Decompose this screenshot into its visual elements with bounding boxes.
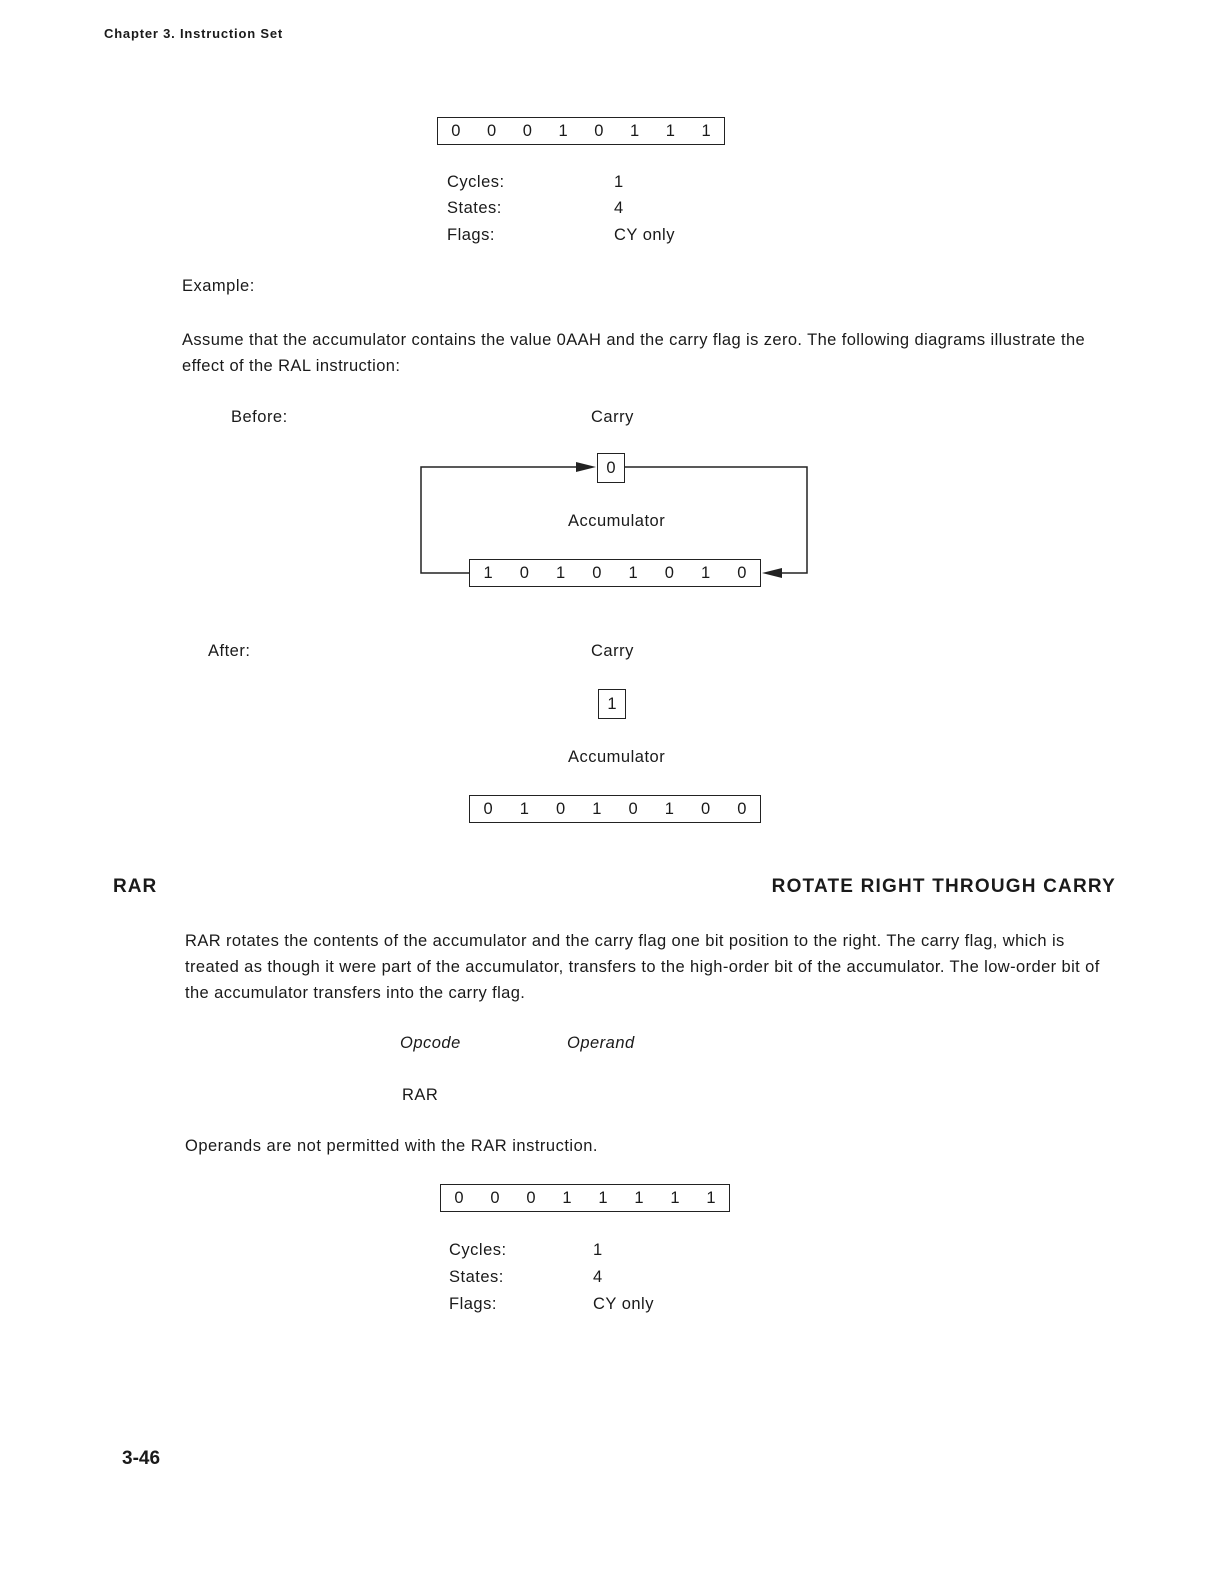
bit: 1 — [592, 799, 602, 818]
rar-operands-note: Operands are not permitted with the RAR instruction. — [185, 1137, 599, 1155]
rar-encoding-bits — [440, 1184, 730, 1212]
bit: 0 — [526, 1188, 536, 1207]
before-accumulator-label: Accumulator — [568, 512, 666, 530]
bit: 0 — [701, 799, 711, 818]
rar-title-heading: ROTATE RIGHT THROUGH CARRY — [771, 876, 1116, 897]
rar-states-value: 4 — [593, 1268, 603, 1286]
bit: 0 — [594, 121, 604, 140]
bit: 0 — [592, 563, 602, 582]
after-accumulator-label: Accumulator — [568, 748, 666, 766]
after-carry-box: 1 — [598, 689, 626, 719]
rar-opcode: RAR — [402, 1086, 439, 1104]
after-label: After: — [208, 642, 251, 660]
bit: 1 — [706, 1188, 716, 1207]
after-accumulator-bits — [469, 795, 761, 823]
bit: 0 — [737, 563, 747, 582]
flags-value: CY only — [614, 226, 675, 244]
after-carry-label: Carry — [591, 642, 634, 660]
bit: 0 — [556, 799, 566, 818]
bit: 1 — [598, 1188, 608, 1207]
bit: 1 — [562, 1188, 572, 1207]
arrow-to-accumulator-icon — [762, 568, 782, 578]
cycles-label: Cycles: — [447, 173, 505, 191]
bit: 0 — [454, 1188, 464, 1207]
bit: 1 — [519, 799, 529, 818]
bit: 1 — [634, 1188, 644, 1207]
before-carry-box: 0 — [597, 453, 625, 483]
example-heading: Example: — [182, 277, 255, 295]
states-label: States: — [447, 199, 502, 217]
states-value: 4 — [614, 199, 624, 217]
operand-column-header: Operand — [567, 1034, 635, 1052]
bit: 1 — [701, 563, 711, 582]
rar-flags-label: Flags: — [449, 1295, 497, 1313]
bit: 0 — [664, 563, 674, 582]
bit: 0 — [451, 121, 461, 140]
before-accumulator-bits — [469, 559, 761, 587]
bit: 0 — [487, 121, 497, 140]
bit: 0 — [737, 799, 747, 818]
bit: 0 — [519, 563, 529, 582]
opcode-column-header: Opcode — [400, 1034, 461, 1052]
bit: 1 — [558, 121, 568, 140]
rar-states-label: States: — [449, 1268, 504, 1286]
cycles-value: 1 — [614, 173, 624, 191]
bit: 1 — [630, 121, 640, 140]
bit: 1 — [664, 799, 674, 818]
bit: 1 — [665, 121, 675, 140]
arrow-to-carry-icon — [576, 462, 596, 472]
rar-description: RAR rotates the contents of the accumulator and the carry flag one bit position to the right. The carry flag, which is treated as though it were part of the accumulator, transfers to the high-order bit of the accumulator. The low-order bit of the accumulator transfers into the carry flag. — [185, 932, 1100, 1002]
before-label: Before: — [231, 408, 288, 426]
flags-label: Flags: — [447, 226, 495, 244]
rar-cycles-label: Cycles: — [449, 1241, 507, 1259]
bit: 1 — [628, 563, 638, 582]
bit: 1 — [483, 563, 493, 582]
bit: 1 — [556, 563, 566, 582]
bit: 0 — [490, 1188, 500, 1207]
rar-cycles-value: 1 — [593, 1241, 603, 1259]
bit: 1 — [701, 121, 711, 140]
rar-mnemonic-heading: RAR — [113, 876, 158, 897]
chapter-header: Chapter 3. Instruction Set — [104, 26, 283, 41]
example-text: Assume that the accumulator contains the value 0AAH and the carry flag is zero. The following diagrams illustrate the effect of the RAL instruction: — [182, 331, 1086, 375]
before-carry-label: Carry — [591, 408, 634, 426]
bit: 0 — [628, 799, 638, 818]
page-number: 3-46 — [122, 1448, 161, 1469]
bit: 1 — [670, 1188, 680, 1207]
bit: 0 — [483, 799, 493, 818]
bit: 0 — [522, 121, 532, 140]
rar-flags-value: CY only — [593, 1295, 654, 1313]
